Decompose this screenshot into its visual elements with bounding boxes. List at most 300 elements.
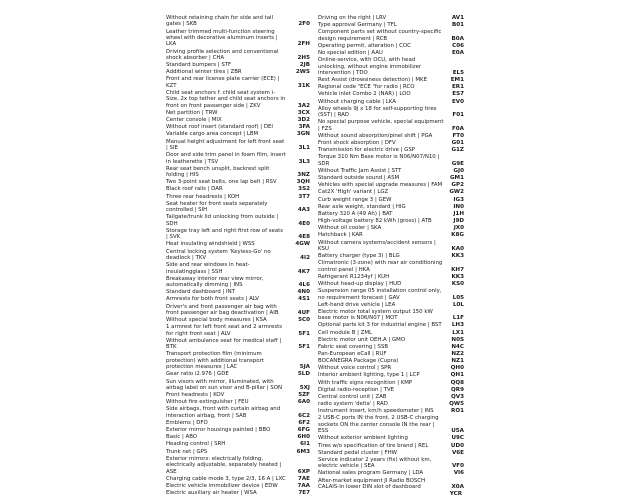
option-description: No special purpose vehicle, special equipment | FZS [318, 119, 444, 132]
option-description: Hatchback | KAR [318, 232, 363, 239]
option-description: Charging cable mode 3, type 2/3, 16 A | LXC [166, 475, 286, 482]
option-code: 6H0 [297, 434, 310, 441]
option-code: 3QH [296, 179, 310, 186]
option-code: N0S [451, 336, 464, 343]
option-description: Standard dashboard | INT [166, 289, 235, 296]
option-entry [166, 392, 318, 398]
option-description: Pan-European eCall | RUF [318, 351, 387, 357]
option-entry [318, 380, 466, 386]
option-entry [166, 456, 318, 475]
option-code: 4A3 [297, 207, 310, 214]
right-code-column [318, 15, 466, 498]
option-description: Without ambulance seat for medical staff | BTK [166, 337, 282, 351]
option-code: L05 [452, 294, 464, 301]
option-description: Trunk net | GPS [166, 448, 208, 455]
option-code: 7E7 [298, 490, 310, 497]
option-code: ES7 [452, 91, 464, 98]
option-code: E0A [451, 50, 464, 57]
option-description: Armrests for both front seats | ALV [166, 296, 259, 303]
option-code: 3CX [297, 109, 310, 116]
option-entry [318, 408, 466, 414]
option-code: V6E [451, 449, 464, 456]
option-description: 1 armrest for left front seat and 2 armrests for right front seat | ALV [166, 324, 283, 337]
option-description: Battery 320 A (49 Ah) | BAT [318, 210, 393, 217]
option-code: 4S1 [298, 296, 310, 303]
option-entry [166, 124, 318, 130]
option-description: Operating permit, alteration | COC [318, 42, 411, 49]
option-entry [318, 106, 466, 119]
option-code: K8G [451, 232, 464, 239]
option-description: Electric motor total system output 150 kW base motor is N06/N07 | MOT [318, 308, 433, 322]
option-description: Service indicator 2 years (fix) without km, electric vehicle | SEA [318, 456, 432, 470]
option-code: GP2 [451, 182, 464, 189]
option-code: LX1 [452, 329, 464, 336]
option-description: Optional parts kit 3 for industrial engine | BST [318, 322, 442, 329]
option-code: 4GW [295, 241, 310, 248]
option-description: Without fire extinguisher | FEU [166, 399, 249, 406]
option-code: 3L3 [298, 158, 310, 165]
option-entry [166, 29, 318, 48]
option-entry [318, 99, 466, 105]
option-code: 5JA [299, 364, 310, 371]
option-description: Refrigerant R1234yf | KUH [318, 273, 390, 280]
option-description: Leather trimmed multi-function steering wheel with decorative aluminum inserts | LKA [166, 28, 278, 48]
option-entry [166, 214, 318, 227]
option-description: Type approval Germany | TFL [318, 22, 397, 29]
option-description: Tires w/o specification of tire brand | REL [318, 442, 429, 449]
option-code: 6I1 [300, 441, 310, 448]
option-entry [318, 253, 466, 259]
option-description: Seat heater for front seats separately controlled | SIH [166, 200, 268, 214]
option-entry [318, 470, 466, 476]
option-code: 4K7 [297, 268, 310, 275]
option-code: KK3 [451, 253, 464, 260]
option-entry [166, 483, 318, 489]
option-description: Tailgate/trunk lid unlocking from outside | SDH [166, 214, 279, 227]
option-entry [318, 57, 466, 76]
option-description: Interior ambient lighting, type 1 | LCP [318, 372, 420, 379]
option-code: GJ0 [453, 167, 464, 174]
option-entry [318, 168, 466, 174]
option-description: Front headrests | KOV [166, 392, 225, 399]
option-description: Without head-up display | HUD [318, 280, 402, 287]
option-code: 4N0 [297, 289, 310, 296]
option-code: 3FA [298, 124, 310, 131]
option-code: 6F2 [298, 419, 310, 426]
option-code: KS0 [451, 280, 464, 287]
option-entry [166, 90, 318, 109]
option-entry [318, 204, 466, 210]
option-entry [166, 179, 318, 185]
option-description: Digital radio-reception | TVE [318, 386, 395, 393]
option-entry [318, 77, 466, 83]
option-code: L1F [452, 315, 464, 322]
option-description: Electric auxiliary air heater | WSA [166, 490, 257, 497]
option-entry [166, 139, 318, 152]
option-entry [166, 420, 318, 426]
option-description: Driving on the right | LRV [318, 15, 387, 21]
option-description: Instrument insert, km/h speedometer | INS [318, 408, 434, 415]
option-code: IN0 [453, 203, 464, 210]
option-entry [318, 140, 466, 146]
option-description: Driver's and front passenger air bag with front passenger air bag deactivation | AIB [166, 303, 279, 316]
option-entry [166, 186, 318, 192]
option-entry [318, 197, 466, 203]
option-entry [318, 309, 466, 322]
option-entry [318, 84, 466, 90]
option-entry [318, 358, 466, 364]
option-description: Child seat anchors f. child seat system i-Size, 2x top tether and child seat anchors in front on front passenger side | ZKV [166, 89, 286, 109]
option-description: Cell module B | ZML [318, 329, 372, 336]
option-code: 4I2 [300, 254, 310, 261]
option-description: Without Traffic Jam Assist | STT [318, 167, 402, 174]
option-description: BOCANEGRA Package (Cupra) [318, 358, 399, 365]
option-description: Center console | MIX [166, 117, 222, 124]
option-code: 6A0 [297, 399, 310, 406]
option-code: X0A [451, 483, 464, 490]
option-code: J9D [453, 218, 464, 225]
option-description: Without exterior ambient lighting [318, 435, 408, 442]
option-description: Torque 310 Nm Base motor is N06/N07/N10 | SDR [318, 154, 440, 167]
option-code: 2F0 [298, 21, 310, 28]
option-code: C06 [452, 42, 464, 49]
option-description: Suspension range 05 installation control only, no requirement forecast | GAV [318, 288, 442, 301]
option-entry [318, 133, 466, 139]
option-code: JX0 [453, 225, 464, 232]
option-description: Central locking system 'Keyless-Go' no deadlock | TKV [166, 248, 271, 261]
option-description: Side and rear windows in heat-insulatingglass | SSH [166, 262, 250, 275]
option-description: With traffic signs recognition | KMP [318, 379, 413, 386]
option-entry [318, 337, 466, 343]
option-description: Standard outside sound | ASM [318, 175, 400, 182]
option-entry [318, 415, 466, 434]
option-entry [166, 449, 318, 455]
option-description: Curb weight range 3 | GEW [318, 196, 392, 203]
option-description: Exterior mirrors: electrically folding, electrically adjustable, separately heated | ASE [166, 455, 282, 475]
option-code: 31K [297, 82, 310, 89]
option-entry [166, 152, 318, 165]
option-entry [318, 189, 466, 195]
option-entry [166, 62, 318, 68]
option-code: 5F1 [298, 344, 310, 351]
option-entry [166, 131, 318, 137]
option-entry [318, 450, 466, 456]
option-entry [166, 441, 318, 447]
option-description: Variable cargo area concept | LBM [166, 131, 259, 138]
option-description: Storage tray left and right first row of seats | SVK [166, 227, 284, 241]
option-description: Vehicle inlet Combo 2 (NAR) | LOO [318, 91, 411, 98]
option-entry [318, 443, 466, 449]
option-description: Emblems | DFO [166, 419, 208, 426]
option-code: EL5 [452, 70, 464, 76]
option-description: Without special body measures | KSA [166, 317, 267, 324]
option-code: 2FH [297, 41, 310, 48]
option-code: 7AA [297, 482, 310, 489]
option-code: G1Z [451, 147, 464, 154]
option-code: 6C2 [298, 412, 310, 419]
option-entry [318, 387, 466, 393]
option-code: FT0 [452, 132, 464, 139]
option-entry [318, 232, 466, 238]
option-code: 5F1 [298, 330, 310, 337]
option-code: 6FG [297, 427, 310, 434]
option-entry [318, 22, 466, 28]
option-entry [166, 304, 318, 317]
option-description: Without voice control | SPR [318, 365, 392, 372]
option-entry [166, 241, 318, 247]
option-entry [166, 15, 318, 28]
option-description: Left-hand drive vehicle | LEA [318, 301, 396, 308]
option-code: VF0 [451, 463, 464, 470]
option-code: UD0 [450, 442, 464, 449]
option-description: 2 USB-C ports IN the front, 2 USB-C charging sockets ON the center console IN the rear | ESS [318, 415, 439, 435]
option-description: Net partition | TRW [166, 109, 218, 116]
option-entry [166, 49, 318, 62]
option-code: GM1 [449, 175, 464, 182]
option-entry [318, 225, 466, 231]
option-description: Vehicles with special upgrade measures | FAM [318, 182, 443, 189]
option-entry [166, 228, 318, 241]
option-description: Battery charger (type 3) | BLG [318, 253, 400, 260]
option-code: IG3 [453, 196, 464, 203]
option-entry [318, 281, 466, 287]
option-code: NZ1 [451, 358, 464, 365]
option-code: GW2 [449, 189, 464, 196]
option-code: 5LD [297, 371, 310, 378]
option-code: QV3 [451, 393, 464, 400]
option-code: B01 [451, 22, 464, 29]
option-code: 3GN [296, 131, 310, 138]
option-code: 6XP [297, 468, 310, 475]
option-entry [318, 175, 466, 181]
option-code: EM1 [450, 77, 464, 84]
option-code: 6M3 [296, 448, 310, 455]
option-description: Three rear headrests | KOH [166, 193, 240, 200]
option-code: 5C0 [298, 317, 310, 324]
option-code: 3L1 [298, 144, 310, 151]
option-entry [318, 154, 466, 167]
option-code: QQ8 [450, 379, 464, 386]
option-entry [318, 43, 466, 49]
option-code: F01 [452, 112, 464, 119]
option-code: 2WS [295, 69, 310, 76]
option-description: Central control unit | ZAB [318, 393, 387, 400]
option-entry [166, 324, 318, 337]
option-code: NZ2 [451, 351, 464, 357]
option-code: LH3 [451, 322, 464, 329]
option-entry [166, 338, 318, 351]
option-entry [166, 76, 318, 89]
option-entry [318, 288, 466, 301]
option-code: QW5 [449, 401, 464, 408]
option-description: Front shock absorption | DFV [318, 140, 396, 147]
option-description: Basic | ABO [166, 434, 198, 441]
option-code: 3T7 [298, 193, 310, 200]
option-description: Rest Assist (drowsiness detection) | MKE [318, 77, 427, 84]
option-entry [166, 289, 318, 295]
option-entry [318, 218, 466, 224]
option-description: Gear ratio i2.976 | GDE [166, 371, 229, 378]
option-description: Without retaining chain for side and tail gates | SKB [166, 15, 274, 28]
option-entry [318, 372, 466, 378]
option-code: G9E [451, 160, 464, 167]
option-code: F0A [451, 125, 464, 132]
option-entry [318, 119, 466, 132]
option-code: 3NZ [297, 172, 310, 179]
option-entry [318, 15, 466, 21]
option-description: Cat2X 'High' variant | LGZ [318, 189, 389, 196]
option-entry [318, 478, 466, 491]
option-description: Fabric seat covering | SSB [318, 343, 389, 350]
option-code: RO1 [451, 408, 464, 415]
option-description: Transmission for electric drive | GSP [318, 147, 415, 154]
option-entry [166, 166, 318, 179]
option-code: 3S2 [298, 186, 310, 193]
option-description: Without oil cooler | SKA [318, 225, 382, 232]
option-description: Electric vehicle immobilizer device | EDW [166, 482, 278, 489]
option-code: QH0 [450, 365, 464, 372]
option-entry [318, 457, 466, 470]
option-code: U5A [451, 428, 464, 435]
option-description: Climatronic (3-zone) with rear air conditioning control panel | HKA [318, 260, 443, 273]
option-entry [318, 351, 466, 357]
option-description: Sun visors with mirror, illuminated, with airbag label on sun visor and B-pillar | SON [166, 378, 283, 391]
option-entry [318, 182, 466, 188]
option-description: Transport protection film (minimum protection) with additional transport protection measures | LAC [166, 351, 264, 371]
option-entry [318, 330, 466, 336]
option-code: KK3 [451, 273, 464, 280]
option-entry [318, 29, 466, 42]
option-description: Front and rear license plate carrier (ECE) | KZT [166, 76, 280, 89]
option-entry [318, 50, 466, 56]
option-entry [318, 401, 466, 407]
option-entry [318, 211, 466, 217]
option-description: Online-service, with OCU, with head unlocking, without engine immobilizer intervention | TDO [318, 57, 422, 76]
option-entry [166, 476, 318, 482]
option-description: Standard bumpers | STF [166, 62, 232, 69]
option-code: QR9 [451, 386, 464, 393]
option-entry [166, 249, 318, 262]
option-description: Rear seat bench unsplit, backrest split folding | HIS [166, 165, 270, 179]
option-description: Door and side trim panel in foam film, insert in leatherette | TSV [166, 152, 286, 165]
option-code: G01 [451, 140, 464, 147]
option-entry [318, 365, 466, 371]
option-description: Heat insulating windshield | WSS [166, 241, 255, 248]
option-entry [318, 274, 466, 280]
option-entry [318, 491, 466, 497]
option-description: Electric motor unit OEH.A | GMO [318, 336, 406, 343]
option-code: 4E0 [298, 220, 310, 227]
option-code: 3A2 [297, 102, 310, 109]
option-entry [166, 371, 318, 377]
option-code: 3D2 [297, 117, 310, 124]
option-entry [166, 276, 318, 289]
option-description: Exterior mirror housings painted | BBO [166, 427, 271, 434]
option-description: National sales program Germany | LDA [318, 470, 424, 477]
option-description: Driving profile selection and conventional shock absorber | CHA [166, 48, 279, 61]
option-code: U9C [451, 435, 464, 442]
option-code: QH1 [450, 372, 464, 379]
option-entry [318, 394, 466, 400]
option-description: Rear axle weight, standard | HIG [318, 203, 406, 210]
option-code: 4E8 [298, 234, 310, 241]
option-entry [166, 117, 318, 123]
option-description: Manual height adjustment for left front seat | SIE [166, 138, 285, 151]
option-entry [166, 296, 318, 302]
option-entry [166, 110, 318, 116]
option-entry [166, 69, 318, 75]
option-entry [318, 260, 466, 273]
option-entry [166, 262, 318, 275]
option-description: Alloy wheels 9J x 18 for self-supporting tires (SST) | RAD [318, 105, 437, 119]
option-code: AV1 [451, 15, 464, 21]
option-code: 2H5 [297, 54, 310, 61]
option-code: EV0 [451, 98, 464, 105]
option-description: Side airbags, front with curtain airbag and interaction airbag, front | SAB [166, 406, 281, 419]
option-entry [318, 435, 466, 441]
option-entry [318, 240, 466, 253]
option-entry [318, 322, 466, 328]
option-entry [166, 201, 318, 214]
option-entry [166, 434, 318, 440]
option-entry [166, 490, 318, 496]
option-code: ER1 [451, 84, 464, 91]
option-code: YCR [449, 491, 462, 498]
option-entry [318, 344, 466, 350]
option-description: High-voltage battery 82 kWh (gross) | ATB [318, 218, 432, 225]
option-description: Without camera systems/accident sensors | KSU [318, 239, 436, 252]
option-code: L0L [452, 301, 464, 308]
option-entry [166, 379, 318, 392]
option-code: J1H [453, 210, 464, 217]
option-description: Black roof rails | DAR [166, 186, 223, 193]
option-description: Component parts set without country-specific design requirement | RCB [318, 29, 442, 42]
option-code: KA0 [451, 245, 464, 252]
left-code-column [166, 15, 318, 497]
option-code: 4L6 [298, 282, 310, 289]
option-description: radio system 'delta' | RAD [318, 401, 388, 408]
option-code: 2JB [299, 62, 310, 69]
option-description: No special edition | AAU [318, 50, 383, 57]
option-description: After-market equipment JI Radio BOSCH CALAIS-In lower DIN slot of dashboard [318, 477, 426, 490]
option-entry [318, 302, 466, 308]
option-entry [166, 351, 318, 370]
option-description: Heading control | SRH [166, 441, 226, 448]
option-code: 5XJ [299, 384, 310, 391]
option-code: VI6 [453, 470, 464, 477]
option-description: Regional code "ECE "for radio | RCO [318, 84, 415, 91]
option-description: Standard pedal cluster | FHW [318, 449, 397, 456]
option-entry [166, 399, 318, 405]
option-description: Without sound absorption/pinel shift | PGA [318, 132, 433, 139]
option-description: Additional winter tires | ZBR [166, 69, 242, 76]
option-description: Breakaway interior rear view mirror, automatically dimming | INS [166, 275, 264, 289]
option-entry [166, 194, 318, 200]
option-code: 7AE [297, 475, 310, 482]
option-description: Two 3-point seat belts, one lap belt | RSV [166, 179, 277, 186]
option-entry [166, 427, 318, 433]
option-description: Without roof insert (standard roof) | DEI [166, 124, 273, 131]
option-code: KH7 [451, 266, 464, 273]
option-code: B0A [451, 35, 464, 42]
option-entry [318, 147, 466, 153]
option-code: 5ZF [298, 392, 310, 399]
option-entry [166, 317, 318, 323]
option-code: 4UF [297, 309, 310, 316]
option-entry [318, 91, 466, 97]
option-entry [166, 406, 318, 419]
option-description: Without charging cable | LKA [318, 98, 396, 105]
